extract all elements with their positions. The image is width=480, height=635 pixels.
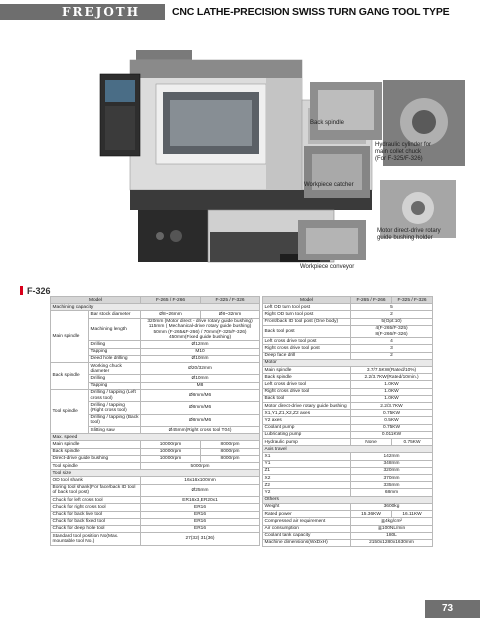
table-cell: 0.75KW bbox=[392, 439, 433, 446]
table-cell: Bar stock diameter bbox=[89, 311, 141, 318]
table-row bbox=[263, 318, 433, 325]
table-cell: Standard tool position No(Max. mountable tool No.) bbox=[51, 533, 141, 545]
table-cell: Ø12mm bbox=[141, 341, 260, 348]
table-row bbox=[263, 410, 433, 417]
spec-table-left bbox=[50, 296, 260, 546]
table-cell: 4(F-265/F-325) 8(F-266/F-326) bbox=[351, 325, 433, 337]
table-cell: 0.75KW bbox=[351, 424, 433, 431]
model-label: F-326 bbox=[20, 286, 51, 296]
table-row bbox=[263, 503, 433, 510]
table-cell: 3.7/7.5KW(Rated/10%) bbox=[351, 367, 433, 374]
column-header: F-325 / F-326 bbox=[201, 297, 260, 304]
table-cell: ER16 bbox=[141, 525, 260, 532]
table-cell: Max. speed bbox=[51, 434, 260, 441]
table-cell: Z2 bbox=[263, 482, 351, 489]
table-cell: Main spindle bbox=[263, 367, 351, 374]
table-cell: 320mm (Motor direct - drive rotary guide bushing) 115mm ( Mechanical-drive rotary guide bushing) 50mm (F-265&F-266) / 70mm(F-325/F-326) 450mm(Fixed guide bushing) bbox=[141, 318, 260, 341]
table-cell: Air consumption bbox=[263, 525, 351, 532]
caption-workpiece-conveyor: Workpiece conveyor bbox=[300, 264, 355, 270]
table-row bbox=[51, 525, 260, 532]
table-cell: Axis travel bbox=[263, 446, 433, 453]
table-cell: X2 bbox=[263, 475, 351, 482]
table-cell: Motor bbox=[263, 359, 433, 366]
table-row bbox=[263, 325, 433, 337]
table-cell: 142mm bbox=[351, 453, 433, 460]
table-cell: Working chuck diameter bbox=[89, 363, 141, 375]
table-cell: Ø20/32mm bbox=[141, 363, 260, 375]
table-row bbox=[263, 532, 433, 539]
accent-bar bbox=[20, 286, 23, 295]
table-cell: 68mm bbox=[351, 489, 433, 496]
table-cell: Hydraulic pump bbox=[263, 439, 351, 446]
table-cell: 5(Opt:10) bbox=[351, 318, 433, 325]
column-header: F-325 / F-326 bbox=[392, 297, 433, 304]
page-number: 73 bbox=[425, 600, 480, 618]
column-header: F-265 / F-266 bbox=[141, 297, 201, 304]
table-cell: 2 bbox=[351, 311, 433, 318]
table-row bbox=[263, 475, 433, 482]
table-cell: ≧100NL/min bbox=[351, 525, 433, 532]
table-cell: Left cross drive tool post bbox=[263, 338, 351, 345]
table-cell: ER16 bbox=[141, 504, 260, 511]
table-cell: 5 bbox=[351, 304, 433, 311]
table-cell: 10000rpm bbox=[141, 441, 201, 448]
table-row bbox=[263, 311, 433, 318]
table-cell: Right cross drive tool post bbox=[263, 345, 351, 352]
table-row bbox=[263, 345, 433, 352]
table-cell: X1,Y1,Z1,X2,Z2 axes bbox=[263, 410, 351, 417]
table-cell: Ø8mm/M6 bbox=[141, 389, 260, 401]
table-cell: X1 bbox=[263, 453, 351, 460]
table-cell: Tool size bbox=[51, 470, 260, 477]
table-row bbox=[263, 489, 433, 496]
table-cell: 2.2/3.7KW(Rated/10min.) bbox=[351, 374, 433, 381]
table-header-row bbox=[263, 297, 433, 304]
table-row bbox=[263, 338, 433, 345]
table-cell: Machining capacity bbox=[51, 304, 260, 311]
table-cell: 1.0KW bbox=[351, 388, 433, 395]
table-cell: Ø8~26mm bbox=[141, 311, 201, 318]
table-row bbox=[51, 518, 260, 525]
table-cell: 1.0KW bbox=[351, 381, 433, 388]
table-row bbox=[263, 453, 433, 460]
table-cell: Ø8mm/M6 bbox=[141, 402, 260, 414]
table-row bbox=[51, 455, 260, 462]
table-cell: Tool spindle bbox=[51, 389, 89, 433]
table-cell: 5000rpm bbox=[141, 463, 260, 470]
table-row bbox=[51, 533, 260, 545]
table-cell: Others bbox=[263, 496, 433, 503]
page-header bbox=[0, 0, 480, 22]
table-cell: Chuck for right cross tool bbox=[51, 504, 141, 511]
page-title: CNC LATHE-PRECISION SWISS TURN GANG TOOL TYPE bbox=[172, 6, 450, 18]
table-cell: Drilling bbox=[89, 341, 141, 348]
table-cell: Boring tool shank(For face/back ID tool of back tool post) bbox=[51, 484, 141, 496]
caption-back-spindle: Back spindle bbox=[310, 120, 345, 126]
table-cell: ER16 bbox=[141, 511, 260, 518]
table-row bbox=[263, 539, 433, 546]
table-row bbox=[51, 497, 260, 504]
table-cell: ER16 bbox=[141, 518, 260, 525]
table-row bbox=[263, 359, 433, 366]
table-row bbox=[263, 511, 433, 518]
table-cell: 180L bbox=[351, 532, 433, 539]
table-cell: Deed hole drilling bbox=[89, 355, 141, 362]
table-row bbox=[51, 477, 260, 484]
table-row bbox=[263, 374, 433, 381]
table-cell: Chuck for back fixed tool bbox=[51, 518, 141, 525]
table-cell: Back spindle bbox=[263, 374, 351, 381]
table-row bbox=[263, 525, 433, 532]
table-row bbox=[51, 389, 260, 401]
table-cell: Deep face drill bbox=[263, 352, 351, 359]
table-cell: 10000rpm bbox=[141, 448, 201, 455]
table-cell: 1.0KW bbox=[351, 395, 433, 402]
spec-table-right bbox=[262, 296, 433, 547]
table-cell: M8 bbox=[141, 382, 260, 389]
table-cell: Chuck for back live tool bbox=[51, 511, 141, 518]
table-cell: Left cross drive tool bbox=[263, 381, 351, 388]
table-cell: 16.11KW bbox=[392, 511, 433, 518]
table-row bbox=[51, 434, 260, 441]
table-cell: Tapping bbox=[89, 348, 141, 355]
table-row bbox=[263, 439, 433, 446]
table-cell: Direct-drive guide bushing bbox=[51, 455, 141, 462]
table-cell: Main spindle bbox=[51, 311, 89, 363]
table-cell: Ø8~32mm bbox=[201, 311, 260, 318]
table-row bbox=[263, 518, 433, 525]
table-cell: Drilling / tapping (Left cross tool) bbox=[89, 389, 141, 401]
table-cell: Tapping bbox=[89, 382, 141, 389]
table-cell: 3 bbox=[351, 345, 433, 352]
table-row bbox=[263, 417, 433, 424]
table-cell: 370mm bbox=[351, 475, 433, 482]
column-header: Model bbox=[51, 297, 141, 304]
column-header: F-265 / F-266 bbox=[351, 297, 392, 304]
caption-motor-rotary: Motor direct-drive rotary guide bushing holder bbox=[377, 228, 441, 241]
table-cell: Machine dimensions(WxDxH) bbox=[263, 539, 351, 546]
table-cell: 0.5KW bbox=[351, 417, 433, 424]
table-cell: None bbox=[351, 439, 392, 446]
table-cell: ER16x3,ER20x1 bbox=[141, 497, 260, 504]
table-row bbox=[263, 482, 433, 489]
table-header-row bbox=[51, 297, 260, 304]
table-row bbox=[263, 446, 433, 453]
table-row bbox=[263, 496, 433, 503]
table-row bbox=[263, 395, 433, 402]
table-cell: Chuck for deep hole tool bbox=[51, 525, 141, 532]
table-cell: 3600kg bbox=[351, 503, 433, 510]
table-cell: 27(32) 31(36) bbox=[141, 533, 260, 545]
table-cell: Back tool bbox=[263, 395, 351, 402]
table-cell: Motor direct-drive rotary guide bushing bbox=[263, 403, 351, 410]
table-row bbox=[51, 441, 260, 448]
table-cell: 8000rpm bbox=[201, 448, 260, 455]
table-row bbox=[51, 363, 260, 375]
table-cell: Tool spindle bbox=[51, 463, 141, 470]
table-cell: Ø10mm bbox=[141, 375, 260, 382]
table-cell: 15.36KW bbox=[351, 511, 392, 518]
table-cell: Coolant pump bbox=[263, 424, 351, 431]
table-cell: Ø10mm bbox=[141, 355, 260, 362]
table-row bbox=[263, 424, 433, 431]
table-cell: Z1 bbox=[263, 467, 351, 474]
table-cell: 10000rpm bbox=[141, 455, 201, 462]
table-row bbox=[51, 511, 260, 518]
table-row bbox=[263, 467, 433, 474]
table-cell: Ø45mm(Right cross tool T04) bbox=[141, 427, 260, 434]
table-row bbox=[51, 311, 260, 318]
table-cell: 0.011KW bbox=[351, 431, 433, 438]
table-cell: 16x16x100mm bbox=[141, 477, 260, 484]
table-cell: 320mm bbox=[351, 467, 433, 474]
table-cell: Rated power bbox=[263, 511, 351, 518]
table-cell: Machining length bbox=[89, 318, 141, 341]
table-cell: 8000rpm bbox=[201, 455, 260, 462]
table-cell: 348mm bbox=[351, 460, 433, 467]
table-row bbox=[51, 448, 260, 455]
table-row bbox=[263, 460, 433, 467]
table-cell: Chuck for left cross tool bbox=[51, 497, 141, 504]
table-cell: Ø25mm bbox=[141, 484, 260, 496]
caption-hydraulic: Hydraulic cylinder for main collet chuck (For F-325/F-326) bbox=[375, 142, 432, 162]
table-row bbox=[51, 304, 260, 311]
table-cell: 2.2/3.7KW bbox=[351, 403, 433, 410]
table-cell: M10 bbox=[141, 348, 260, 355]
table-cell: Right cross drive tool bbox=[263, 388, 351, 395]
table-cell: Drilling / tapping (Right cross tool) bbox=[89, 402, 141, 414]
table-row bbox=[263, 304, 433, 311]
table-row bbox=[263, 381, 433, 388]
table-row bbox=[263, 388, 433, 395]
table-row bbox=[263, 403, 433, 410]
table-cell: Coolant tank capacity bbox=[263, 532, 351, 539]
table-cell: Back spindle bbox=[51, 448, 141, 455]
table-cell: Main spindle bbox=[51, 441, 141, 448]
table-cell: Front/back ID tool post (One body) bbox=[263, 318, 351, 325]
table-cell: Back tool post bbox=[263, 325, 351, 337]
machine-photo bbox=[0, 22, 480, 296]
table-cell: Left OD turn tool post bbox=[263, 304, 351, 311]
table-cell: Weight bbox=[263, 503, 351, 510]
table-cell: Lubricating pump bbox=[263, 431, 351, 438]
table-cell: Y1 bbox=[263, 460, 351, 467]
table-row bbox=[263, 367, 433, 374]
table-cell: Slitting saw bbox=[89, 427, 141, 434]
table-cell: Drilling / tapping (Back tool) bbox=[89, 414, 141, 426]
table-cell: OD tool shank bbox=[51, 477, 141, 484]
table-cell: Y2 bbox=[263, 489, 351, 496]
table-row bbox=[51, 484, 260, 496]
table-row bbox=[51, 470, 260, 477]
table-cell: 2150x1280x1630mm bbox=[351, 539, 433, 546]
table-cell: Right OD turn tool post bbox=[263, 311, 351, 318]
table-cell: ≧4kg/cm² bbox=[351, 518, 433, 525]
table-cell: 0.75KW bbox=[351, 410, 433, 417]
column-header: Model bbox=[263, 297, 351, 304]
table-cell: Ø8mm/M6 bbox=[141, 414, 260, 426]
table-row bbox=[263, 431, 433, 438]
brand-logo: FREJOTH bbox=[0, 4, 165, 20]
table-cell: 335mm bbox=[351, 482, 433, 489]
table-cell: 2 bbox=[351, 352, 433, 359]
table-cell: Compressed air requirement bbox=[263, 518, 351, 525]
table-cell: Back spindle bbox=[51, 363, 89, 390]
table-cell: 8000rpm bbox=[201, 441, 260, 448]
table-cell: 4 bbox=[351, 338, 433, 345]
table-row bbox=[51, 504, 260, 511]
table-row bbox=[263, 352, 433, 359]
table-cell: Y2 axes bbox=[263, 417, 351, 424]
caption-workpiece-catcher: Workpiece catcher bbox=[304, 182, 354, 188]
table-cell: Drilling bbox=[89, 375, 141, 382]
table-row bbox=[51, 463, 260, 470]
